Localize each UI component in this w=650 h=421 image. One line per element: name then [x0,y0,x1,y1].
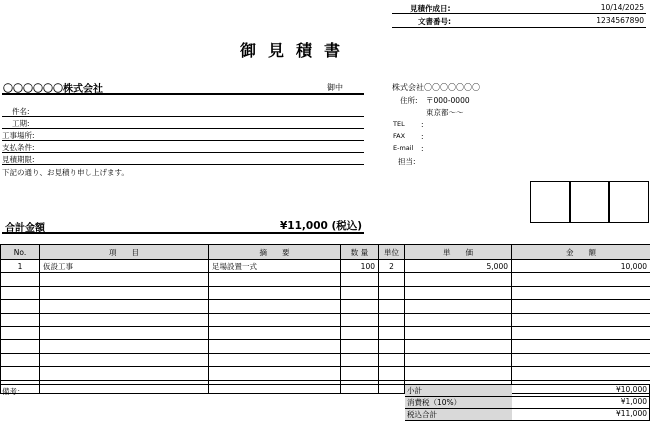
fax-label: FAX [393,132,406,140]
cell-price [405,313,512,326]
tax-value: ¥1,000 [620,397,647,406]
cell-unit [379,273,405,286]
cell-unit [379,286,405,299]
cell-amount [512,326,650,339]
summary-row [405,396,650,408]
cell-qty [341,300,379,313]
cell-desc [209,300,341,313]
items-table [0,244,650,394]
cell-price [405,353,512,366]
cell-amount: 10,000 [512,260,650,273]
total-label: 合計金額 [5,223,45,234]
cell-item [40,300,209,313]
cell-price [405,300,512,313]
cell-qty [341,326,379,339]
cell-desc: 足場設置一式 [209,260,341,273]
field-location: 工事場所: [2,131,35,140]
cell-desc [209,340,341,353]
divider [392,13,646,14]
cell-no [1,286,40,299]
company-name: 株式会社〇〇〇〇〇〇〇 [392,83,480,92]
cell-desc [209,273,341,286]
cell-unit [379,340,405,353]
cell-qty [341,313,379,326]
cell-amount [512,313,650,326]
docno-value: 1234567890 [596,16,644,25]
divider [2,116,364,117]
cell-no [1,313,40,326]
cell-desc [209,380,341,393]
col-unit-header: 単位 [379,245,405,260]
date-label: 見積作成日: [410,4,451,13]
cell-unit [379,367,405,380]
cell-price [405,326,512,339]
table-row [1,313,650,326]
cell-qty [341,353,379,366]
table-row [1,340,650,353]
divider [2,152,364,153]
cell-no [1,273,40,286]
tel-colon: : [421,120,424,129]
divider [2,164,364,165]
cell-item [40,380,209,393]
email-colon: : [421,144,424,153]
intro-note: 下記の通り、お見積り申し上げます。 [2,168,129,177]
summary-row [405,384,650,396]
field-subject: 件名: [12,107,30,116]
subtotal-label: 小計 [407,386,422,395]
field-period: 工期: [12,119,30,128]
cell-amount [512,367,650,380]
cell-qty [341,380,379,393]
col-amount-header: 金 額 [512,245,650,260]
grand-total-value: ¥11,000 [615,409,647,418]
cell-unit [379,380,405,393]
col-item-header: 項 目 [40,245,209,260]
col-price-header: 単 価 [405,245,512,260]
person-label: 担当: [398,157,416,166]
cell-qty [341,367,379,380]
address-label: 住所: [400,96,418,105]
client-name: 〇〇〇〇〇〇株式会社 [3,84,103,95]
cell-no [1,367,40,380]
stamp-box [569,181,610,223]
city: 東京都～～ [426,108,464,117]
cell-item [40,273,209,286]
total-underline [2,232,364,234]
cell-item [40,367,209,380]
cell-item [40,286,209,299]
cell-amount [512,273,650,286]
cell-price [405,273,512,286]
cell-no [1,340,40,353]
cell-unit [379,353,405,366]
cell-item: 仮設工事 [40,260,209,273]
cell-desc [209,313,341,326]
field-deadline: 見積期限: [2,155,35,164]
date-value: 10/14/2025 [600,3,644,12]
cell-amount [512,286,650,299]
cell-no [1,326,40,339]
postal-code: 〒000-0000 [426,96,470,105]
cell-qty: 100 [341,260,379,273]
cell-unit: 2 [379,260,405,273]
cell-desc [209,353,341,366]
remarks-label: 備考： [2,387,25,396]
client-honorific: 御中 [327,83,343,92]
cell-amount [512,300,650,313]
tax-label: 消費税（10%） [407,398,462,407]
cell-unit [379,300,405,313]
table-row [1,367,650,380]
stamp-box [530,181,571,223]
cell-price: 5,000 [405,260,512,273]
divider [2,128,364,129]
fax-colon: : [421,132,424,141]
summary-row [405,408,650,421]
cell-amount [512,353,650,366]
table-header-row [1,245,650,260]
cell-item [40,313,209,326]
table-row [1,353,650,366]
grand-total-label: 税込合計 [407,410,437,419]
cell-no [1,300,40,313]
cell-price [405,286,512,299]
divider [2,140,364,141]
subtotal-value: ¥10,000 [615,385,647,394]
stamp-box [608,181,649,223]
divider [392,27,646,28]
field-payment: 支払条件: [2,143,35,152]
cell-no [1,353,40,366]
tel-label: TEL [393,120,405,128]
cell-price [405,340,512,353]
table-row [1,326,650,339]
cell-desc [209,286,341,299]
col-qty-header: 数 量 [341,245,379,260]
cell-qty [341,340,379,353]
col-desc-header: 摘 要 [209,245,341,260]
cell-no: 1 [1,260,40,273]
docno-label: 文書番号: [418,17,451,26]
client-underline [2,93,364,95]
cell-amount [512,340,650,353]
cell-item [40,340,209,353]
table-row [1,273,650,286]
email-label: E-mail [393,144,414,152]
cell-unit [379,326,405,339]
cell-item [40,353,209,366]
cell-price [405,367,512,380]
total-value: ¥11,000 (税込) [280,220,363,232]
col-no-header: No. [1,245,40,260]
cell-unit [379,313,405,326]
cell-qty [341,286,379,299]
table-row [1,286,650,299]
page-title: 御見積書 [240,41,353,60]
table-row [1,300,650,313]
cell-qty [341,273,379,286]
cell-desc [209,326,341,339]
cell-item [40,326,209,339]
cell-desc [209,367,341,380]
table-row [1,260,650,273]
